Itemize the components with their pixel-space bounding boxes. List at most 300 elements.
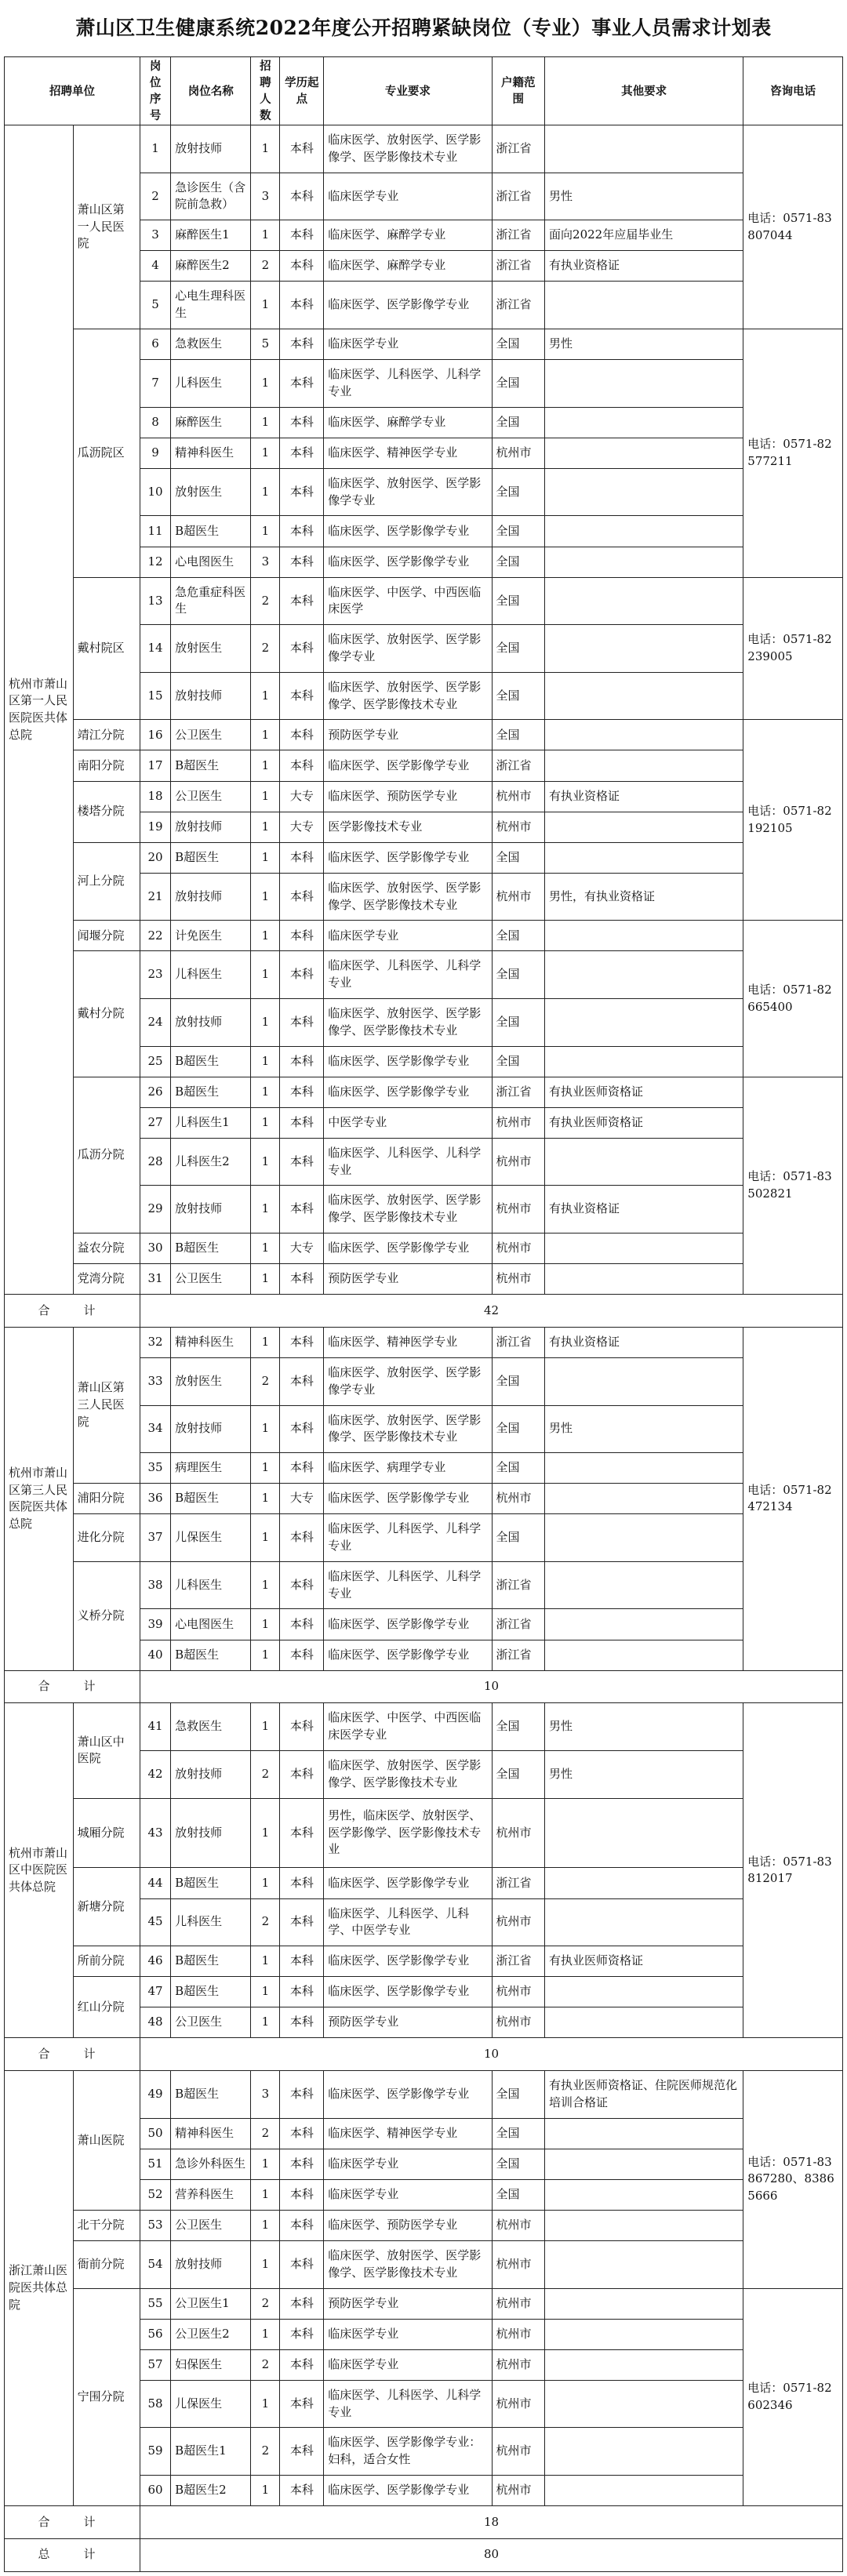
header-no: 岗位序号	[140, 57, 171, 125]
residence-scope: 杭州市	[492, 1186, 545, 1234]
edu-level: 本科	[280, 999, 324, 1047]
post-no: 7	[140, 360, 171, 408]
post-count: 1	[251, 2380, 280, 2428]
other-requirement	[545, 407, 743, 438]
residence-scope: 杭州市	[492, 1234, 545, 1264]
other-requirement: 男性，有执业资格证	[545, 873, 743, 921]
edu-level: 本科	[280, 2149, 324, 2179]
post-no: 43	[140, 1798, 171, 1868]
post-count: 1	[251, 1946, 280, 1977]
post-count: 1	[251, 407, 280, 438]
other-requirement	[545, 282, 743, 329]
major-requirement: 临床医学、放射医学、医学影像学、医学影像技术专业	[324, 873, 492, 921]
table-row	[5, 1703, 843, 1751]
residence-scope: 杭州市	[492, 1798, 545, 1868]
edu-level: 本科	[280, 468, 324, 516]
major-requirement: 临床医学专业	[324, 329, 492, 360]
contact-phone: 电话：0571-82472134	[743, 1327, 843, 1670]
post-count: 2	[251, 1750, 280, 1798]
post-no: 37	[140, 1514, 171, 1562]
residence-scope: 全国	[492, 999, 545, 1047]
edu-level: 本科	[280, 2288, 324, 2319]
unit-name: 瓜沥院区	[73, 329, 140, 578]
post-no: 50	[140, 2118, 171, 2149]
post-no: 28	[140, 1138, 171, 1186]
edu-level: 本科	[280, 842, 324, 873]
post-no: 42	[140, 1750, 171, 1798]
residence-scope: 全国	[492, 1514, 545, 1562]
major-requirement: 临床医学、医学影像学专业	[324, 547, 492, 577]
major-requirement: 医学影像技术专业	[324, 812, 492, 842]
post-name: 儿保医生	[171, 2380, 251, 2428]
other-requirement	[545, 577, 743, 625]
major-requirement: 临床医学、放射医学、医学影像学专业	[324, 1357, 492, 1405]
other-requirement: 有执业资格证	[545, 251, 743, 282]
major-requirement: 临床医学、精神医学专业	[324, 1327, 492, 1357]
other-requirement: 有执业医师资格证	[545, 1107, 743, 1138]
post-no: 9	[140, 438, 171, 468]
edu-level: 本科	[280, 251, 324, 282]
header-major: 专业要求	[324, 57, 492, 125]
subtotal-value: 10	[140, 1670, 843, 1703]
unit-name: 闻堰分院	[73, 921, 140, 951]
unit-name: 萧山区第一人民医院	[73, 125, 140, 329]
major-requirement: 临床医学专业	[324, 2319, 492, 2349]
unit-name: 瓜沥分院	[73, 1077, 140, 1233]
residence-scope: 全国	[492, 516, 545, 547]
residence-scope: 全国	[492, 1703, 545, 1751]
unit-name: 新塘分院	[73, 1868, 140, 1946]
edu-level: 本科	[280, 516, 324, 547]
edu-level: 本科	[280, 1561, 324, 1609]
post-no: 14	[140, 625, 171, 673]
unit-name: 宁围分院	[73, 2288, 140, 2506]
residence-scope: 全国	[492, 842, 545, 873]
edu-level: 本科	[280, 1609, 324, 1640]
major-requirement: 临床医学、放射医学、医学影像学专业	[324, 468, 492, 516]
subtotal-label: 合 计	[5, 2038, 140, 2071]
post-count: 1	[251, 1609, 280, 1640]
post-no: 30	[140, 1234, 171, 1264]
post-count: 1	[251, 1138, 280, 1186]
subtotal-value: 18	[140, 2506, 843, 2539]
post-no: 4	[140, 251, 171, 282]
other-requirement	[545, 547, 743, 577]
post-no: 58	[140, 2380, 171, 2428]
post-count: 1	[251, 468, 280, 516]
residence-scope: 浙江省	[492, 1561, 545, 1609]
major-requirement: 临床医学、预防医学专业	[324, 2210, 492, 2240]
edu-level: 本科	[280, 1264, 324, 1295]
other-requirement	[545, 1640, 743, 1670]
other-requirement	[545, 2349, 743, 2380]
edu-level: 本科	[280, 2380, 324, 2428]
contact-phone: 电话：0571-82665400	[743, 921, 843, 1077]
post-count: 1	[251, 842, 280, 873]
post-name: B超医生	[171, 1234, 251, 1264]
residence-scope: 全国	[492, 951, 545, 999]
edu-level: 本科	[280, 2319, 324, 2349]
post-name: 麻醉医生1	[171, 220, 251, 251]
post-count: 1	[251, 1868, 280, 1898]
table-row	[5, 1077, 843, 1107]
group-name: 杭州市萧山区中医院医共体总院	[5, 1703, 74, 2038]
edu-level: 本科	[280, 1357, 324, 1405]
table-row	[5, 1264, 843, 1295]
major-requirement: 临床医学、儿科医学、儿科学专业	[324, 1138, 492, 1186]
other-requirement	[545, 2288, 743, 2319]
post-no: 41	[140, 1703, 171, 1751]
contact-phone: 电话：0571-83502821	[743, 1077, 843, 1295]
header-phone: 咨询电话	[743, 57, 843, 125]
contact-phone: 电话：0571-83867280、83865666	[743, 2071, 843, 2289]
post-no: 19	[140, 812, 171, 842]
post-count: 2	[251, 1357, 280, 1405]
unit-name: 靖江分院	[73, 720, 140, 750]
edu-level: 本科	[280, 1946, 324, 1977]
other-requirement	[545, 1609, 743, 1640]
post-no: 29	[140, 1186, 171, 1234]
header-area: 户籍范围	[492, 57, 545, 125]
major-requirement: 临床医学、麻醉学专业	[324, 251, 492, 282]
unit-name: 萧山区中医院	[73, 1703, 140, 1798]
major-requirement: 预防医学专业	[324, 2288, 492, 2319]
major-requirement: 临床医学专业	[324, 2179, 492, 2210]
edu-level: 本科	[280, 1514, 324, 1562]
residence-scope: 全国	[492, 2118, 545, 2149]
residence-scope: 浙江省	[492, 1609, 545, 1640]
edu-level: 本科	[280, 125, 324, 173]
edu-level: 本科	[280, 2475, 324, 2505]
post-count: 1	[251, 438, 280, 468]
other-requirement	[545, 842, 743, 873]
major-requirement: 临床医学、医学影像学专业	[324, 1484, 492, 1514]
post-count: 1	[251, 2179, 280, 2210]
post-name: 放射医生	[171, 1357, 251, 1405]
residence-scope: 杭州市	[492, 1484, 545, 1514]
post-count: 1	[251, 2240, 280, 2288]
post-count: 1	[251, 750, 280, 781]
post-name: B超医生2	[171, 2475, 251, 2505]
post-name: 儿科医生	[171, 1561, 251, 1609]
post-no: 51	[140, 2149, 171, 2179]
major-requirement: 临床医学专业	[324, 173, 492, 220]
major-requirement: 临床医学、儿科医学、儿科学、中医学专业	[324, 1898, 492, 1946]
other-requirement	[545, 2240, 743, 2288]
post-no: 21	[140, 873, 171, 921]
major-requirement: 临床医学、医学影像学专业	[324, 1609, 492, 1640]
residence-scope: 浙江省	[492, 1327, 545, 1357]
residence-scope: 全国	[492, 672, 545, 720]
other-requirement	[545, 951, 743, 999]
table-row	[5, 1946, 843, 1977]
edu-level: 本科	[280, 1798, 324, 1868]
other-requirement: 有执业资格证	[545, 1327, 743, 1357]
major-requirement: 临床医学、放射医学、医学影像学、医学影像技术专业	[324, 125, 492, 173]
post-no: 47	[140, 1977, 171, 2007]
table-row	[5, 1484, 843, 1514]
major-requirement: 临床医学、医学影像学专业	[324, 1640, 492, 1670]
unit-name: 所前分院	[73, 1946, 140, 1977]
group-name: 杭州市萧山区第三人民医院医共体总院	[5, 1327, 74, 1670]
post-name: 麻醉医生2	[171, 251, 251, 282]
edu-level: 本科	[280, 220, 324, 251]
residence-scope: 浙江省	[492, 282, 545, 329]
post-count: 1	[251, 951, 280, 999]
edu-level: 本科	[280, 2210, 324, 2240]
contact-phone: 电话：0571-83807044	[743, 125, 843, 329]
contact-phone: 电话：0571-82192105	[743, 720, 843, 921]
post-count: 2	[251, 1898, 280, 1946]
post-count: 1	[251, 781, 280, 812]
table-row	[5, 1561, 843, 1609]
other-requirement	[545, 1868, 743, 1898]
major-requirement: 临床医学专业	[324, 2349, 492, 2380]
post-name: B超医生	[171, 1946, 251, 1977]
table-row	[5, 842, 843, 873]
major-requirement: 临床医学、医学影像学专业	[324, 1077, 492, 1107]
contact-phone: 电话：0571-82577211	[743, 329, 843, 578]
residence-scope: 杭州市	[492, 2349, 545, 2380]
table-row	[5, 921, 843, 951]
post-no: 22	[140, 921, 171, 951]
other-requirement	[545, 2007, 743, 2038]
post-name: 妇保医生	[171, 2349, 251, 2380]
post-no: 38	[140, 1561, 171, 1609]
post-count: 1	[251, 1640, 280, 1670]
post-name: B超医生	[171, 2071, 251, 2119]
post-no: 8	[140, 407, 171, 438]
other-requirement	[545, 360, 743, 408]
edu-level: 本科	[280, 2007, 324, 2038]
header-other: 其他要求	[545, 57, 743, 125]
post-name: 放射技师	[171, 873, 251, 921]
post-name: 公卫医生	[171, 781, 251, 812]
edu-level: 大专	[280, 781, 324, 812]
post-no: 5	[140, 282, 171, 329]
unit-name: 红山分院	[73, 1977, 140, 2038]
other-requirement: 有执业资格证	[545, 1186, 743, 1234]
other-requirement: 有执业医师资格证	[545, 1077, 743, 1107]
edu-level: 本科	[280, 720, 324, 750]
page-title: 萧山区卫生健康系统2022年度公开招聘紧缺岗位（专业）事业人员需求计划表	[75, 16, 772, 39]
post-no: 46	[140, 1946, 171, 1977]
post-name: 公卫医生2	[171, 2319, 251, 2349]
residence-scope: 浙江省	[492, 173, 545, 220]
major-requirement: 临床医学、儿科医学、儿科学专业	[324, 951, 492, 999]
unit-name: 河上分院	[73, 842, 140, 921]
post-no: 18	[140, 781, 171, 812]
post-count: 1	[251, 1453, 280, 1484]
unit-name: 益农分院	[73, 1234, 140, 1264]
other-requirement: 男性	[545, 1750, 743, 1798]
post-name: 放射技师	[171, 1750, 251, 1798]
post-count: 2	[251, 251, 280, 282]
post-name: B超医生	[171, 750, 251, 781]
post-count: 3	[251, 547, 280, 577]
post-count: 2	[251, 625, 280, 673]
table-row	[5, 1868, 843, 1898]
post-no: 16	[140, 720, 171, 750]
edu-level: 本科	[280, 1077, 324, 1107]
major-requirement: 临床医学、放射医学、医学影像学、医学影像技术专业	[324, 2240, 492, 2288]
major-requirement: 预防医学专业	[324, 1264, 492, 1295]
edu-level: 本科	[280, 282, 324, 329]
other-requirement	[545, 2149, 743, 2179]
post-count: 1	[251, 999, 280, 1047]
other-requirement	[545, 1484, 743, 1514]
major-requirement: 临床医学、中医学、中西医临床医学专业	[324, 1703, 492, 1751]
edu-level: 本科	[280, 2118, 324, 2149]
post-name: 急诊医生（含院前急救）	[171, 173, 251, 220]
post-count: 1	[251, 873, 280, 921]
post-no: 25	[140, 1046, 171, 1077]
edu-level: 大专	[280, 1484, 324, 1514]
post-count: 2	[251, 2288, 280, 2319]
post-count: 1	[251, 125, 280, 173]
residence-scope: 杭州市	[492, 2288, 545, 2319]
residence-scope: 杭州市	[492, 1977, 545, 2007]
edu-level: 本科	[280, 577, 324, 625]
edu-level: 本科	[280, 1750, 324, 1798]
residence-scope: 全国	[492, 1046, 545, 1077]
residence-scope: 全国	[492, 329, 545, 360]
other-requirement	[545, 2428, 743, 2476]
post-name: 心电图医生	[171, 1609, 251, 1640]
major-requirement: 预防医学专业	[324, 720, 492, 750]
subtotal-label: 合 计	[5, 1670, 140, 1703]
edu-level: 本科	[280, 1898, 324, 1946]
post-count: 1	[251, 1798, 280, 1868]
residence-scope: 杭州市	[492, 1138, 545, 1186]
post-name: 计免医生	[171, 921, 251, 951]
major-requirement: 临床医学、医学影像学专业	[324, 1868, 492, 1898]
other-requirement	[545, 812, 743, 842]
post-no: 39	[140, 1609, 171, 1640]
other-requirement: 男性	[545, 329, 743, 360]
major-requirement: 临床医学、麻醉学专业	[324, 220, 492, 251]
residence-scope: 杭州市	[492, 1898, 545, 1946]
unit-name: 义桥分院	[73, 1561, 140, 1670]
post-count: 1	[251, 1046, 280, 1077]
residence-scope: 全国	[492, 407, 545, 438]
residence-scope: 浙江省	[492, 220, 545, 251]
header-num: 招聘人数	[251, 57, 280, 125]
post-count: 1	[251, 2475, 280, 2505]
post-count: 1	[251, 720, 280, 750]
edu-level: 本科	[280, 2349, 324, 2380]
post-no: 56	[140, 2319, 171, 2349]
other-requirement	[545, 1514, 743, 1562]
table-row	[5, 1327, 843, 1357]
edu-level: 本科	[280, 438, 324, 468]
other-requirement: 有执业资格证	[545, 781, 743, 812]
edu-level: 本科	[280, 1453, 324, 1484]
post-name: 放射技师	[171, 2240, 251, 2288]
edu-level: 本科	[280, 407, 324, 438]
edu-level: 本科	[280, 921, 324, 951]
post-no: 35	[140, 1453, 171, 1484]
other-requirement	[545, 125, 743, 173]
edu-level: 本科	[280, 672, 324, 720]
post-name: 儿科医生	[171, 1898, 251, 1946]
post-name: 放射技师	[171, 125, 251, 173]
major-requirement: 临床医学、儿科医学、儿科学专业	[324, 360, 492, 408]
post-count: 2	[251, 577, 280, 625]
residence-scope: 杭州市	[492, 1107, 545, 1138]
other-requirement	[545, 1138, 743, 1186]
subtotal-row	[5, 1295, 843, 1328]
post-name: 儿科医生	[171, 951, 251, 999]
residence-scope: 杭州市	[492, 2319, 545, 2349]
other-requirement	[545, 1898, 743, 1946]
post-name: 精神科医生	[171, 1327, 251, 1357]
other-requirement	[545, 1357, 743, 1405]
post-name: 急救医生	[171, 1703, 251, 1751]
post-count: 1	[251, 812, 280, 842]
other-requirement	[545, 720, 743, 750]
post-count: 3	[251, 173, 280, 220]
header-post: 岗位名称	[171, 57, 251, 125]
table-row	[5, 1798, 843, 1868]
unit-name: 党湾分院	[73, 1264, 140, 1295]
post-no: 36	[140, 1484, 171, 1514]
edu-level: 本科	[280, 1107, 324, 1138]
post-no: 6	[140, 329, 171, 360]
post-no: 52	[140, 2179, 171, 2210]
post-count: 1	[251, 2319, 280, 2349]
post-name: B超医生	[171, 842, 251, 873]
post-name: 放射技师	[171, 1798, 251, 1868]
other-requirement	[545, 2475, 743, 2505]
post-no: 2	[140, 173, 171, 220]
major-requirement: 临床医学、医学影像学专业	[324, 1046, 492, 1077]
major-requirement: 临床医学、精神医学专业	[324, 438, 492, 468]
post-count: 1	[251, 2007, 280, 2038]
table-row	[5, 781, 843, 812]
post-count: 1	[251, 1107, 280, 1138]
post-count: 1	[251, 1977, 280, 2007]
post-no: 57	[140, 2349, 171, 2380]
major-requirement: 临床医学、医学影像学专业	[324, 1977, 492, 2007]
residence-scope: 全国	[492, 2179, 545, 2210]
other-requirement	[545, 1561, 743, 1609]
post-count: 1	[251, 1327, 280, 1357]
table-row	[5, 720, 843, 750]
post-no: 15	[140, 672, 171, 720]
post-count: 1	[251, 220, 280, 251]
post-no: 11	[140, 516, 171, 547]
post-name: 放射医生	[171, 625, 251, 673]
post-name: 精神科医生	[171, 2118, 251, 2149]
post-count: 1	[251, 2210, 280, 2240]
header-row	[5, 57, 843, 125]
unit-name: 戴村院区	[73, 577, 140, 720]
other-requirement: 男性	[545, 173, 743, 220]
residence-scope: 全国	[492, 625, 545, 673]
post-name: 放射技师	[171, 812, 251, 842]
table-row	[5, 2240, 843, 2288]
post-count: 1	[251, 1405, 280, 1453]
post-no: 54	[140, 2240, 171, 2288]
table-row	[5, 2210, 843, 2240]
post-no: 12	[140, 547, 171, 577]
edu-level: 本科	[280, 2179, 324, 2210]
post-count: 2	[251, 2118, 280, 2149]
post-no: 32	[140, 1327, 171, 1357]
other-requirement	[545, 2118, 743, 2149]
post-count: 5	[251, 329, 280, 360]
